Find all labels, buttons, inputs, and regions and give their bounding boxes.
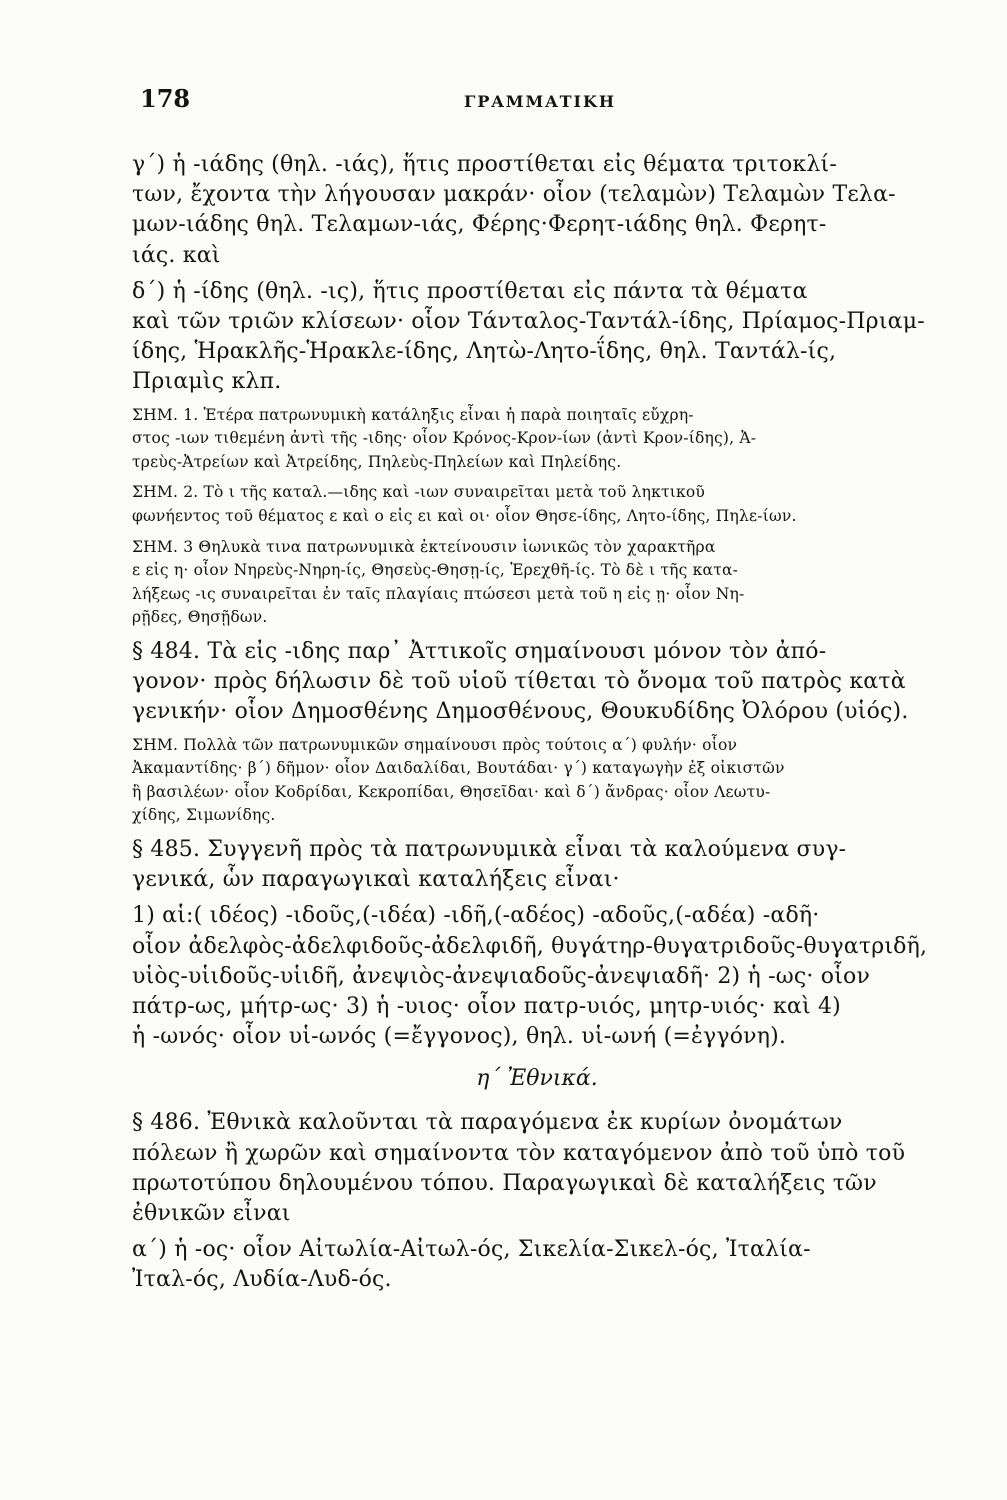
text-line: γονον· πρὸς δήλωσιν δὲ τοῦ υἱοῦ τίθεται τὸ ὄνομα τοῦ πατρὸς κατὰ <box>132 669 906 695</box>
section-486 <box>132 1108 942 1229</box>
text-line: 1) αἱ:( ιδέος) -ιδοῦς,(-ιδέα) -ιδῆ,(-αδέος) -αδοῦς,(-αδέα) -αδῆ· <box>132 903 820 929</box>
text-line: λήξεως -ις συναιρεῖται ἐν ταῖς πλαγίαις πτώσεσι μετὰ τοῦ η εἰς ῃ· οἷον Νη- <box>132 584 745 603</box>
text-line: γ΄) ἡ -ιάδης (θηλ. -ιάς), ἥτις προστίθεται εἰς θέματα τριτοκλί- <box>132 152 837 177</box>
text-line: φωνήεντος τοῦ θέματος ε καὶ ο εἰς ει καὶ οι· οἷον Θησε-ίδης, Λητο-ίδης, Πηλε-ίων. <box>132 507 797 525</box>
page-body <box>132 150 942 1302</box>
text-line: ΣΗΜ. 3 Θηλυκὰ τινα πατρωνυμικὰ ἐκτείνουσιν ἰωνικῶς τὸν χαρακτῆρα <box>132 537 716 556</box>
text-line: ΣΗΜ. Πολλὰ τῶν πατρωνυμικῶν σημαίνουσι πρὸς τούτοις α΄) φυλήν· οἷον <box>132 735 738 754</box>
text-line: καὶ τῶν τριῶν κλίσεων· οἷον Τάνταλος-Ταντάλ-ίδης, Πρίαμος-Πριαμ- <box>132 309 925 335</box>
text-line: δ΄) ἡ -ίδης (θηλ. -ις), ἥτις προστίθεται εἰς πάντα τὰ θέματα <box>132 278 808 304</box>
text-line: ἢ βασιλέων· οἷον Κοδρίδαι, Κεκροπίδαι, Θησεῖδαι· καὶ δ΄) ἄνδρας· οἷον Λεωτυ- <box>132 782 771 801</box>
text-line: ἐθνικῶν εἶναι <box>132 1200 291 1226</box>
paragraph-gamma <box>132 150 942 271</box>
text-line: στος -ιων τιθεμένη ἀντὶ τῆς -ιδης· οἷον Κρόνος-Κρον-ίων (ἀντὶ Κρον-ίδης), Ἀ- <box>132 429 757 448</box>
text-line: Πριαμὶς κλπ. <box>132 369 282 395</box>
section-484 <box>132 637 942 728</box>
text-line: τρεὺς-Ἀτρείων καὶ Ἀτρείδης, Πηλεὺς-Πηλείων καὶ Πηλείδης. <box>132 452 622 471</box>
text-line: πόλεων ἢ χωρῶν καὶ σημαίνοντα τὸν καταγόμενον ἀπὸ τοῦ ὑπὸ τοῦ <box>132 1140 906 1166</box>
section-title: η΄ Ἐθνικά. <box>476 1066 598 1092</box>
page-header <box>140 84 940 124</box>
section-485-list <box>132 901 942 1052</box>
section-486-alpha <box>132 1235 942 1295</box>
text-line: ίδης, Ἡρακλῆς-Ἡρακλε-ίδης, Λητὼ-Λητο-ΐδης, θηλ. Ταντάλ-ίς, <box>132 339 837 365</box>
text-line: οἷον ἀδελφὸς-ἀδελφιδοῦς-ἀδελφιδῆ, θυγάτηρ-θυγατριδοῦς-θυγατριδῆ, <box>132 933 928 959</box>
text-line: § 484. Τὰ εἰς -ιδης παρ᾽ Ἀττικοῖς σημαίνουσι μόνον τὸν ἀπό- <box>132 638 827 664</box>
text-line: πάτρ-ως, μήτρ-ως· 3) ἡ -υιος· οἷον πατρ-υιός, μητρ-υιός· καὶ 4) <box>132 993 841 1019</box>
text-line: ΣΗΜ. 1. Ἑτέρα πατρωνυμικὴ κατάληξις εἶναι ἡ παρὰ ποιηταῖς εὔχρη- <box>132 405 694 424</box>
paragraph-delta <box>132 277 942 398</box>
section-485 <box>132 835 942 895</box>
note-3 <box>132 536 942 630</box>
page-number: 178 <box>140 84 191 113</box>
note-2 <box>132 481 942 528</box>
text-line: γενικά, ὧν παραγωγικαὶ καταλήξεις εἶναι· <box>132 867 620 893</box>
note-1 <box>132 404 942 475</box>
text-line: ε εἰς η· οἷον Νηρεὺς-Νηρη-ίς, Θησεὺς-Θησῃ-ίς, Ἐρεχθῆ-ίς. Τὸ δὲ ι τῆς κατα- <box>132 561 739 580</box>
text-line: των, ἔχοντα τὴν λήγουσαν μακράν· οἷον (τελαμὼν) Τελαμὼν Τελα- <box>132 182 896 208</box>
note-484 <box>132 734 942 828</box>
text-line: γενικήν· οἷον Δημοσθένης Δημοσθένους, Θουκυδίδης Ὀλόρου (υἱός). <box>132 699 909 725</box>
text-line: § 486. Ἐθνικὰ καλοῦνται τὰ παραγόμενα ἐκ κυρίων ὀνομάτων <box>132 1110 843 1136</box>
text-line: Ἀκαμαντίδης· β΄) δῆμον· οἷον Δαιδαλίδαι, Βουτάδαι· γ΄) καταγωγὴν ἐξ οἰκιστῶν <box>132 759 785 778</box>
text-line: ΣΗΜ. 2. Τὸ ι τῆς καταλ.—ιδης καὶ -ιων συναιρεῖται μετὰ τοῦ ληκτικοῦ <box>132 483 706 502</box>
text-line: § 485. Συγγενῆ πρὸς τὰ πατρωνυμικὰ εἶναι τὰ καλούμενα συγ- <box>132 836 847 862</box>
text-line: πρωτοτύπου δηλουμένου τόπου. Παραγωγικαὶ δὲ καταλήξεις τῶν <box>132 1170 877 1196</box>
text-line: Ἰταλ-ός, Λυδία-Λυδ-ός. <box>132 1267 392 1293</box>
text-line: α΄) ἡ -ος· οἷον Αἰτωλία-Αἰτωλ-ός, Σικελία-Σικελ-ός, Ἰταλία- <box>132 1237 811 1263</box>
running-head: ΓΡΑΜΜΑΤΙΚΗ <box>463 92 617 111</box>
text-line: ἡ -ωνός· οἷον υἱ-ωνός (=ἔγγονος), θηλ. υἱ-ωνή (=ἐγγόνη). <box>132 1024 787 1050</box>
text-line: υἱὸς-υἱιδοῦς-υἱιδῆ, ἀνεψιὸς-ἀνεψιαδοῦς-ἀνεψιαδῆ· 2) ἡ -ως· οἷον <box>132 963 871 989</box>
text-line: ιάς. καὶ <box>132 242 221 268</box>
text-line: χίδης, Σιμωνίδης. <box>132 806 276 825</box>
text-line: μων-ιάδης θηλ. Τελαμων-ιάς, Φέρης·Φερητ-ιάδης θηλ. Φερητ- <box>132 212 827 238</box>
text-line: ρῇδες, Θησῇδων. <box>132 608 268 627</box>
